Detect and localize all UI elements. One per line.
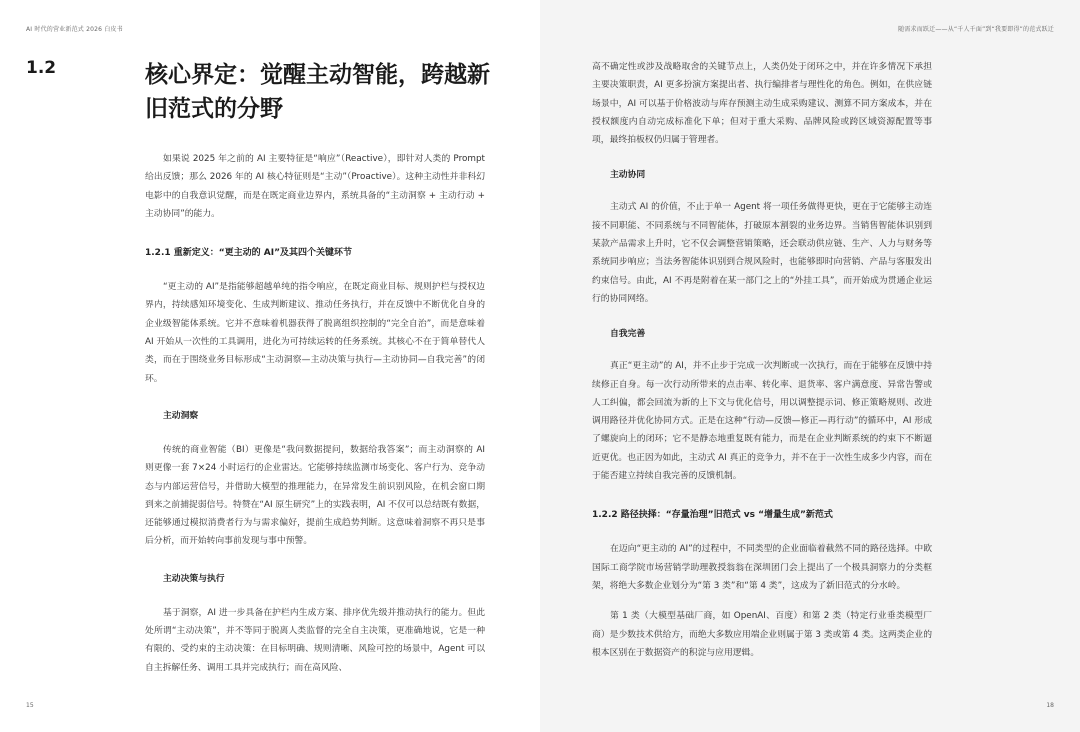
heading-proactive-insight: 主动洞察	[163, 410, 199, 421]
intro-paragraph: 如果说 2025 年之前的 AI 主要特征是“响应”（Reactive），即针对人类的 Prompt 给出反馈；那么 2026 年的 AI 核心特征则是“主动”（Proactive）。这种主动性并非科幻电影中的自我意识觉醒，而是在既定商业边界内，系统具备的“主动洞察 + 主动行动 + 主动协同”的能力。	[145, 154, 485, 219]
page-number-right: 18	[1046, 702, 1054, 709]
collaboration-paragraph: 主动式 AI 的价值，不止于单一 Agent 将一项任务做得更快，更在于它能够主动连接不同职能、不同系统与不同智能体，打破原本割裂的业务边界。当销售智能体识别到某款产品需求上升时，它不仅会调整营销策略，还会联动供应链、生产、人力与财务等系统同步响应；当法务智能体识别到合规风险时，也能够即时向营销、产品与客服发出约束信号。由此，AI 不再是附着在某一部门之上的“外挂工具”，而开始成为贯通企业运行的协同网络。	[592, 202, 932, 304]
right-text-column	[592, 58, 932, 674]
right-page	[540, 0, 1080, 732]
heading-decision-execution: 主动决策与执行	[163, 573, 225, 584]
insight-paragraph: 传统的商业智能（BI）更像是“我问数据提问，数据给我答案”；而主动洞察的 AI 则更像一套 7×24 小时运行的企业雷达。它能够持续监测市场变化、客户行为、竞争动态与内部运营信号，并借助大模型的推理能力，在异常发生前识别风险，在机会窗口期到来之前捕捉弱信号。特赞在“AI 原生研究”上的实践表明，AI 不仅可以总结既有数据，还能够通过模拟消费者行为与需求偏好，提前生成趋势判断。这意味着洞察不再只是事后分析，而开始转向事前发现与事中预警。	[145, 444, 485, 547]
subsection-heading-1-2-2: 1.2.2 路径抉择：“存量治理”旧范式 vs “增量生成”新范式	[592, 510, 833, 521]
self-improvement-paragraph: 真正“更主动”的 AI，并不止步于完成一次判断或一次执行，而在于能够在反馈中持续修正自身。每一次行动所带来的点击率、转化率、退货率、客户满意度、异常告警或人工纠偏，都会回流为新的上下文与优化信号，用以调整提示词、修正策略规则、改进调用路径并优化协同方式。正是在这种“行动—反馈—修正—再行动”的循环中，AI 形成了螺旋向上的闭环；它不是静态地重复既有能力，而是在企业判断系统的约束下不断逼近更优。也正因为如此，主动式 AI 真正的竞争力，并不在于一次性生成多少内容，而在于能否建立持续自我完善的反馈机制。	[592, 361, 932, 482]
page-number-left: 15	[26, 702, 34, 709]
continued-paragraph: 高不确定性或涉及战略取舍的关键节点上，人类仍处于闭环之中，并在许多情况下承担主要决策职责，AI 更多扮演方案提出者、执行编排者与理性化的角色。例如，在供应链场景中，AI 可以基于价格波动与库存预测主动生成采购建议、测算不同方案成本，并在授权额度内自动完成标准化下单；但对于重大采购、品牌风险或跨区域资源配置等事项，最终拍板权仍归属于管理者。	[592, 62, 932, 146]
left-text-column	[145, 150, 485, 689]
section-title: 核心界定：觉醒主动智能，跨越新旧范式的分野	[145, 62, 490, 122]
heading-self-improvement: 自我完善	[610, 329, 646, 340]
running-head: AI 时代的营业新范式 2026 白皮书	[26, 26, 123, 33]
subsection-heading-1-2-1: 1.2.1 重新定义：“更主动的 AI”及其四个关键环节	[145, 248, 353, 259]
decision-paragraph: 基于洞察，AI 进一步具备在护栏内生成方案、排序优先级并推动执行的能力。但此处所谓“主动决策”，并不等同于脱离人类监督的完全自主决策，更准确地说，它是一种有限的、受约束的主动决策：在目标明确、规则清晰、风险可控的场景中，Agent 可以自主拆解任务、调用工具并完成执行；而在高风险、	[145, 607, 485, 673]
path-paragraph: 在迈向“更主动的 AI”的过程中，不同类型的企业面临着截然不同的路径选择。中欧国际工商学院市场营销学助理教授翁翁在深圳团门会上提出了一个极具洞察力的分类框架，将绝大多数企业划分为“第 3 类”和“第 4 类”，这成为了新旧范式的分水岭。	[592, 544, 932, 591]
heading-proactive-collaboration: 主动协同	[610, 170, 646, 181]
definition-paragraph: “更主动的 AI”是指能够超越单纯的指令响应，在既定商业目标、规则护栏与授权边界内，持续感知环境变化、生成判断建议、推动任务执行，并在反馈中不断优化自身的企业级智能体系统。它并不意味着机器获得了脱离组织控制的“完全自治”，而是意味着 AI 开始从一次性的工具调用，进化为可持续运转的任务系统。其核心不在于简单替代人类，而在于围绕业务目标形成“主动洞察—主动决策与执行—主动协同—自我完善”的闭环。	[145, 282, 485, 384]
running-head: 随需求而跃迁——从“千人千面”到“我要即得”的范式跃迁	[898, 26, 1054, 33]
classification-paragraph: 第 1 类（大模型基础厂商，如 OpenAI、百度）和第 2 类（特定行业垂类模型厂商）是少数技术供给方，而绝大多数应用端企业则属于第 3 类或第 4 类。这两类企业的根本区别在于数据资产的积淀与应用逻辑。	[592, 611, 932, 658]
section-number: 1.2	[26, 58, 57, 78]
